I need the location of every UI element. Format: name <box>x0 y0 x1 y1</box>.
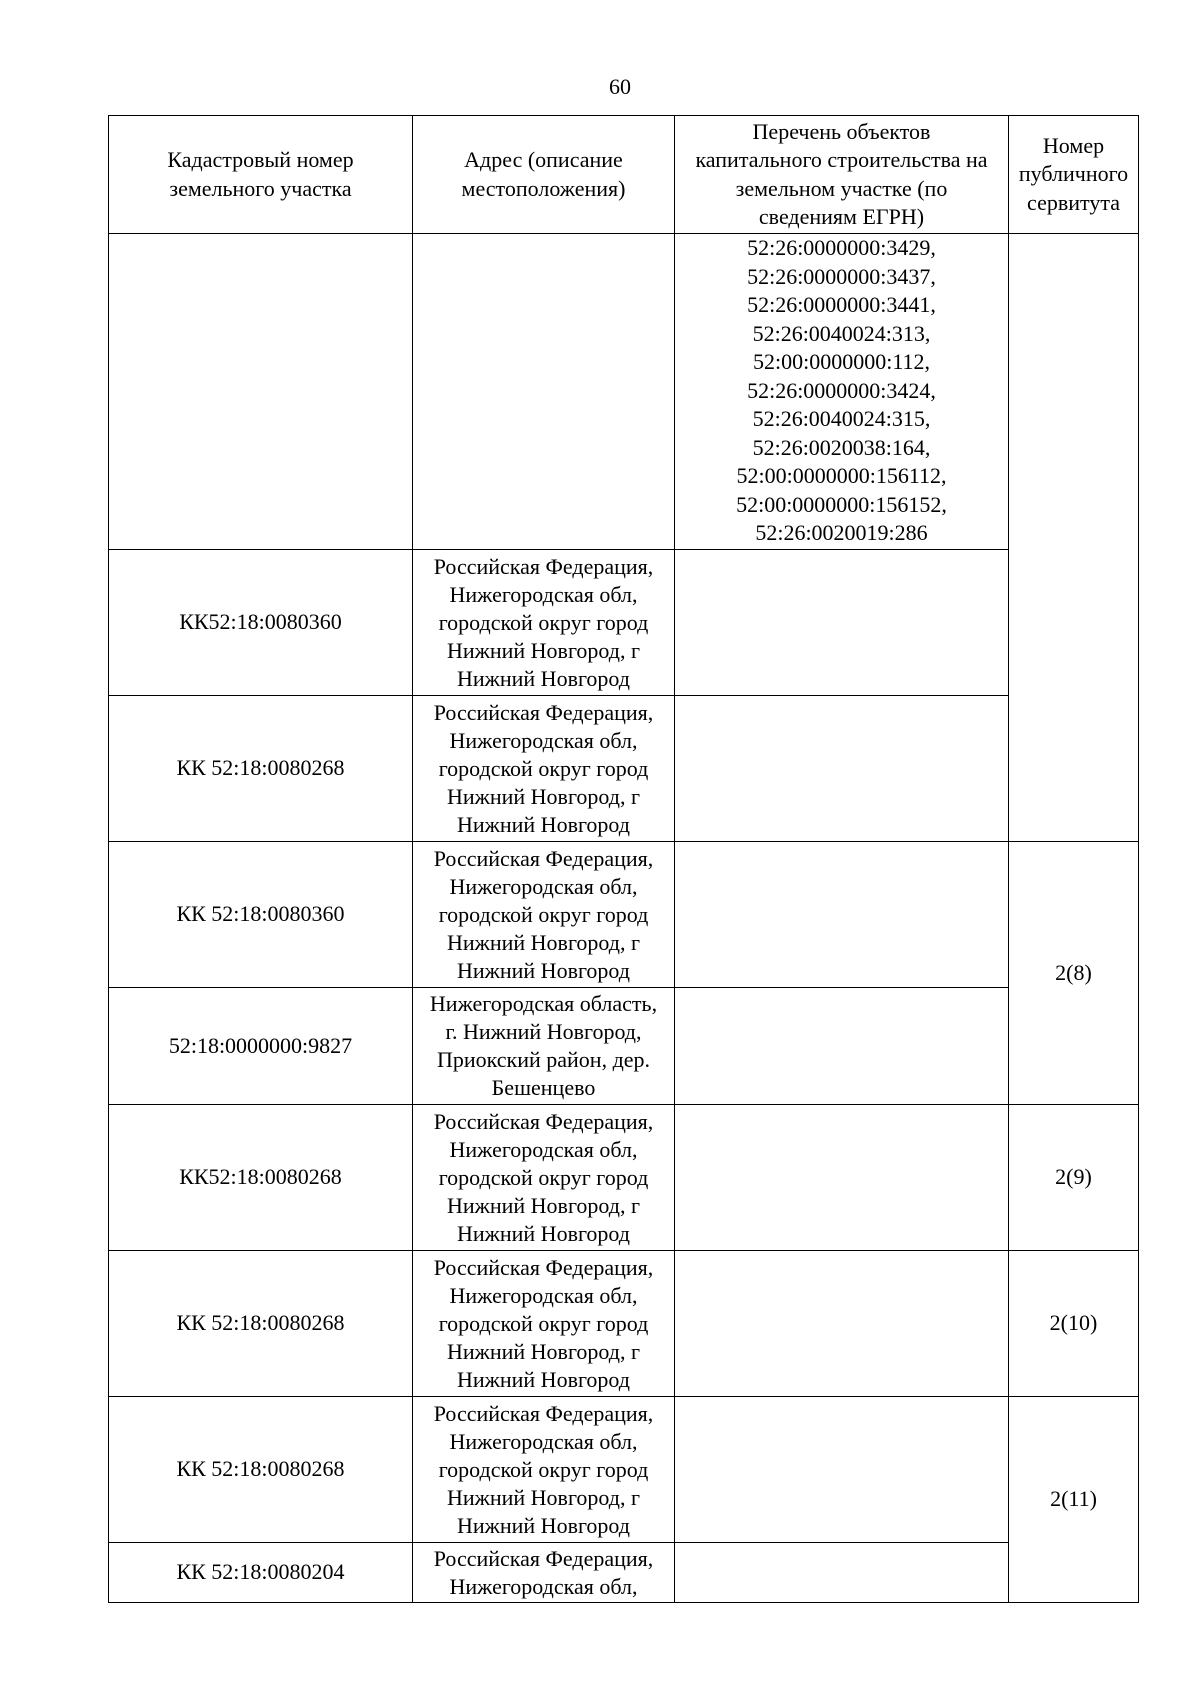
address-cell: Российская Федерация, Нижегородская обл, <box>413 1543 675 1603</box>
objects-cell <box>675 988 1009 1105</box>
objects-cell <box>675 1543 1009 1603</box>
address-cell <box>413 234 675 550</box>
servitude-table <box>108 115 1139 1603</box>
objects-cell <box>675 1251 1009 1397</box>
address-cell: Российская Федерация, Нижегородская обл, городской округ город Нижний Новгород, г Нижний Новгород <box>413 1105 675 1251</box>
table-row <box>109 1543 1139 1603</box>
header-address: Адрес (описание местоположения) <box>413 116 675 234</box>
cadastral-cell: 52:18:0000000:9827 <box>109 988 413 1105</box>
objects-cell <box>675 1105 1009 1251</box>
table-row <box>109 1105 1139 1251</box>
cadastral-cell: КК 52:18:0080268 <box>109 696 413 842</box>
cadastral-cell: КК 52:18:0080268 <box>109 1251 413 1397</box>
header-cadastral-number: Кадастровый номер земельного участка <box>109 116 413 234</box>
table-row <box>109 1251 1139 1397</box>
objects-cell: 52:26:0000000:3429, 52:26:0000000:3437, 52:26:0000000:3441, 52:26:0040024:313, 52:00:0000000:112, 52:26:0000000:3424, 52:26:0040024:315, 52:26:0020038:164, 52:00:0000000:156112, 52:00:0000000:156152, 52:26:0020019:286 <box>675 234 1009 550</box>
page-number: 60 <box>609 74 631 99</box>
objects-cell <box>675 1397 1009 1543</box>
servitude-cell <box>1009 234 1139 842</box>
objects-cell <box>675 696 1009 842</box>
address-cell: Российская Федерация, Нижегородская обл, городской округ город Нижний Новгород, г Нижний Новгород <box>413 1251 675 1397</box>
cadastral-cell: КК 52:18:0080204 <box>109 1543 413 1603</box>
servitude-cell: 2(10) <box>1009 1251 1139 1397</box>
objects-cell <box>675 550 1009 696</box>
table-header-row <box>109 116 1139 234</box>
header-servitude-number: Номер публичного сервитута <box>1009 116 1139 234</box>
cadastral-cell: КК 52:18:0080268 <box>109 1397 413 1543</box>
cadastral-cell: КК52:18:0080360 <box>109 550 413 696</box>
table-row <box>109 988 1139 1105</box>
cadastral-cell <box>109 234 413 550</box>
servitude-cell: 2(9) <box>1009 1105 1139 1251</box>
address-cell: Российская Федерация, Нижегородская обл, городской округ город Нижний Новгород, г Нижний Новгород <box>413 696 675 842</box>
cadastral-cell: КК 52:18:0080360 <box>109 842 413 988</box>
table-row <box>109 1397 1139 1543</box>
table-row <box>109 234 1139 550</box>
table-row <box>109 550 1139 696</box>
address-cell: Российская Федерация, Нижегородская обл, городской округ город Нижний Новгород, г Нижний Новгород <box>413 550 675 696</box>
address-cell: Нижегородская область, г. Нижний Новгород, Приокский район, дер. Бешенцево <box>413 988 675 1105</box>
table-row <box>109 696 1139 842</box>
servitude-cell: 2(11) <box>1009 1397 1139 1603</box>
address-cell: Российская Федерация, Нижегородская обл, городской округ город Нижний Новгород, г Нижний Новгород <box>413 1397 675 1543</box>
objects-cell <box>675 842 1009 988</box>
table-row <box>109 842 1139 988</box>
servitude-cell: 2(8) <box>1009 842 1139 1105</box>
address-cell: Российская Федерация, Нижегородская обл, городской округ город Нижний Новгород, г Нижний Новгород <box>413 842 675 988</box>
cadastral-cell: КК52:18:0080268 <box>109 1105 413 1251</box>
header-objects: Перечень объектов капитального строительства на земельном участке (по сведениям ЕГРН) <box>675 116 1009 234</box>
